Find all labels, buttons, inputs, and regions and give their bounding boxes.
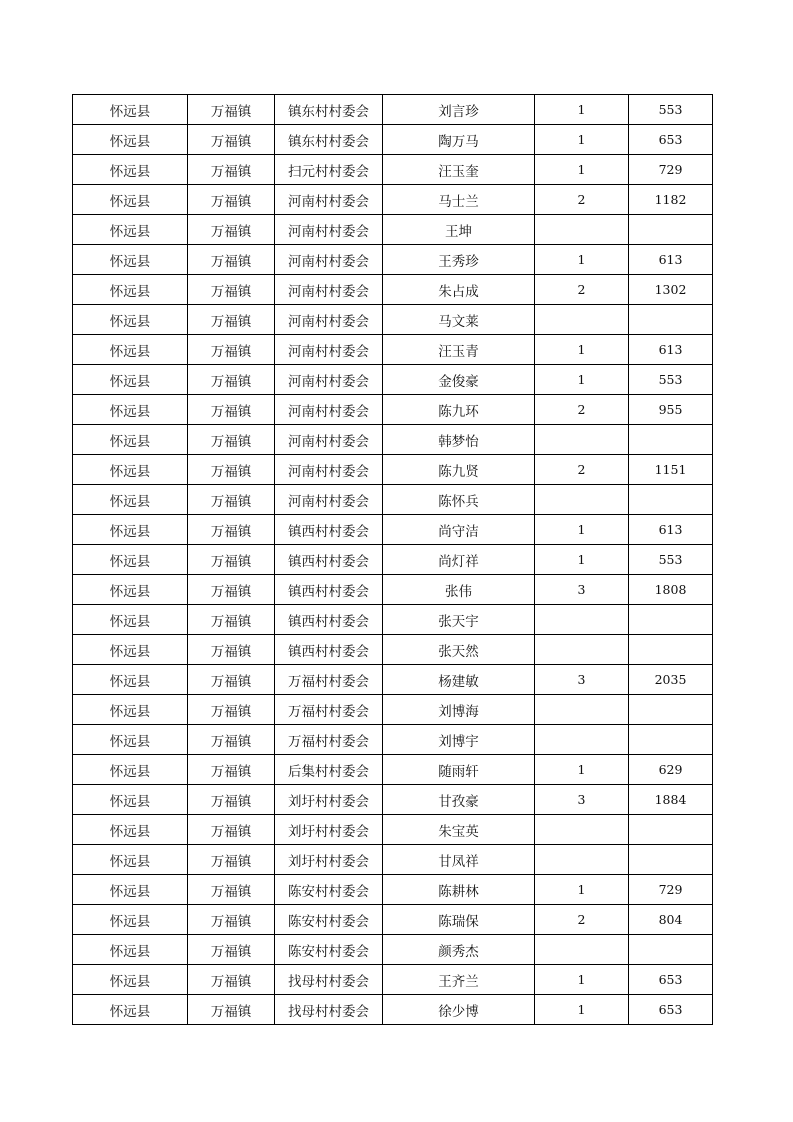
village-cell: 万福村村委会 [275, 725, 383, 755]
table-row [73, 545, 713, 575]
town-cell: 万福镇 [188, 635, 275, 665]
name-cell: 杨建敏 [383, 665, 535, 695]
village-cell: 河南村村委会 [275, 185, 383, 215]
amount-cell: 729 [629, 155, 713, 185]
name-cell: 甘凤祥 [383, 845, 535, 875]
amount-cell: 553 [629, 545, 713, 575]
village-cell: 找母村村委会 [275, 995, 383, 1025]
name-cell: 尚灯祥 [383, 545, 535, 575]
name-cell: 王秀珍 [383, 245, 535, 275]
village-cell: 河南村村委会 [275, 245, 383, 275]
name-cell: 颜秀杰 [383, 935, 535, 965]
table-row [73, 845, 713, 875]
count-cell [535, 815, 629, 845]
county-cell: 怀远县 [73, 995, 188, 1025]
town-cell: 万福镇 [188, 215, 275, 245]
amount-cell [629, 485, 713, 515]
amount-cell [629, 635, 713, 665]
village-cell: 找母村村委会 [275, 965, 383, 995]
amount-cell: 653 [629, 125, 713, 155]
amount-cell: 613 [629, 515, 713, 545]
county-cell: 怀远县 [73, 275, 188, 305]
village-cell: 河南村村委会 [275, 485, 383, 515]
county-cell: 怀远县 [73, 905, 188, 935]
table-row [73, 575, 713, 605]
town-cell: 万福镇 [188, 275, 275, 305]
name-cell: 朱占成 [383, 275, 535, 305]
amount-cell: 629 [629, 755, 713, 785]
village-cell: 河南村村委会 [275, 275, 383, 305]
amount-cell [629, 725, 713, 755]
count-cell: 1 [535, 515, 629, 545]
table-row [73, 305, 713, 335]
table-row [73, 635, 713, 665]
count-cell: 1 [535, 245, 629, 275]
records-table [72, 94, 713, 1025]
village-cell: 后集村村委会 [275, 755, 383, 785]
town-cell: 万福镇 [188, 905, 275, 935]
amount-cell: 2035 [629, 665, 713, 695]
count-cell [535, 935, 629, 965]
village-cell: 镇西村村委会 [275, 515, 383, 545]
village-cell: 河南村村委会 [275, 455, 383, 485]
county-cell: 怀远县 [73, 335, 188, 365]
town-cell: 万福镇 [188, 95, 275, 125]
table-row [73, 905, 713, 935]
county-cell: 怀远县 [73, 935, 188, 965]
name-cell: 徐少博 [383, 995, 535, 1025]
table-row [73, 725, 713, 755]
count-cell [535, 695, 629, 725]
county-cell: 怀远县 [73, 965, 188, 995]
village-cell: 镇东村村委会 [275, 125, 383, 155]
amount-cell: 653 [629, 965, 713, 995]
county-cell: 怀远县 [73, 695, 188, 725]
count-cell: 1 [535, 755, 629, 785]
village-cell: 陈安村村委会 [275, 875, 383, 905]
village-cell: 河南村村委会 [275, 395, 383, 425]
county-cell: 怀远县 [73, 185, 188, 215]
amount-cell: 553 [629, 95, 713, 125]
town-cell: 万福镇 [188, 785, 275, 815]
name-cell: 朱宝英 [383, 815, 535, 845]
count-cell: 1 [535, 875, 629, 905]
town-cell: 万福镇 [188, 245, 275, 275]
town-cell: 万福镇 [188, 815, 275, 845]
name-cell: 张伟 [383, 575, 535, 605]
village-cell: 镇西村村委会 [275, 635, 383, 665]
name-cell: 王齐兰 [383, 965, 535, 995]
town-cell: 万福镇 [188, 575, 275, 605]
county-cell: 怀远县 [73, 815, 188, 845]
village-cell: 河南村村委会 [275, 425, 383, 455]
amount-cell [629, 815, 713, 845]
name-cell: 汪玉青 [383, 335, 535, 365]
count-cell: 3 [535, 665, 629, 695]
name-cell: 刘言珍 [383, 95, 535, 125]
amount-cell [629, 305, 713, 335]
amount-cell: 1808 [629, 575, 713, 605]
count-cell [535, 635, 629, 665]
count-cell: 1 [535, 365, 629, 395]
town-cell: 万福镇 [188, 935, 275, 965]
village-cell: 河南村村委会 [275, 365, 383, 395]
county-cell: 怀远县 [73, 485, 188, 515]
town-cell: 万福镇 [188, 305, 275, 335]
count-cell: 1 [535, 335, 629, 365]
table-row [73, 425, 713, 455]
town-cell: 万福镇 [188, 455, 275, 485]
name-cell: 尚守洁 [383, 515, 535, 545]
village-cell: 镇西村村委会 [275, 575, 383, 605]
amount-cell: 613 [629, 245, 713, 275]
name-cell: 王坤 [383, 215, 535, 245]
count-cell [535, 845, 629, 875]
village-cell: 刘圩村村委会 [275, 815, 383, 845]
table-row [73, 785, 713, 815]
name-cell: 随雨轩 [383, 755, 535, 785]
amount-cell: 1151 [629, 455, 713, 485]
county-cell: 怀远县 [73, 515, 188, 545]
amount-cell [629, 215, 713, 245]
town-cell: 万福镇 [188, 725, 275, 755]
table-row [73, 215, 713, 245]
town-cell: 万福镇 [188, 965, 275, 995]
town-cell: 万福镇 [188, 155, 275, 185]
table-row [73, 365, 713, 395]
county-cell: 怀远县 [73, 95, 188, 125]
name-cell: 金俊豪 [383, 365, 535, 395]
amount-cell: 1884 [629, 785, 713, 815]
village-cell: 镇西村村委会 [275, 545, 383, 575]
name-cell: 陈九贤 [383, 455, 535, 485]
county-cell: 怀远县 [73, 725, 188, 755]
village-cell: 刘圩村村委会 [275, 785, 383, 815]
county-cell: 怀远县 [73, 845, 188, 875]
amount-cell [629, 695, 713, 725]
table-row [73, 935, 713, 965]
name-cell: 刘博海 [383, 695, 535, 725]
name-cell: 陈耕林 [383, 875, 535, 905]
table-row [73, 695, 713, 725]
count-cell [535, 425, 629, 455]
table-row [73, 485, 713, 515]
amount-cell [629, 935, 713, 965]
town-cell: 万福镇 [188, 335, 275, 365]
town-cell: 万福镇 [188, 365, 275, 395]
count-cell: 2 [535, 395, 629, 425]
village-cell: 河南村村委会 [275, 215, 383, 245]
county-cell: 怀远县 [73, 665, 188, 695]
count-cell: 1 [535, 125, 629, 155]
name-cell: 陈瑞保 [383, 905, 535, 935]
county-cell: 怀远县 [73, 305, 188, 335]
county-cell: 怀远县 [73, 425, 188, 455]
count-cell: 1 [535, 995, 629, 1025]
table-row [73, 665, 713, 695]
county-cell: 怀远县 [73, 215, 188, 245]
amount-cell: 1302 [629, 275, 713, 305]
table-row [73, 95, 713, 125]
county-cell: 怀远县 [73, 395, 188, 425]
table-row [73, 155, 713, 185]
amount-cell: 653 [629, 995, 713, 1025]
count-cell [535, 215, 629, 245]
count-cell: 3 [535, 785, 629, 815]
town-cell: 万福镇 [188, 605, 275, 635]
town-cell: 万福镇 [188, 185, 275, 215]
table-row [73, 275, 713, 305]
table-row [73, 815, 713, 845]
amount-cell: 1182 [629, 185, 713, 215]
table-row [73, 605, 713, 635]
count-cell [535, 305, 629, 335]
county-cell: 怀远县 [73, 755, 188, 785]
table-row [73, 455, 713, 485]
village-cell: 刘圩村村委会 [275, 845, 383, 875]
county-cell: 怀远县 [73, 785, 188, 815]
town-cell: 万福镇 [188, 695, 275, 725]
town-cell: 万福镇 [188, 125, 275, 155]
town-cell: 万福镇 [188, 545, 275, 575]
amount-cell [629, 845, 713, 875]
county-cell: 怀远县 [73, 605, 188, 635]
name-cell: 马文莱 [383, 305, 535, 335]
village-cell: 陈安村村委会 [275, 905, 383, 935]
town-cell: 万福镇 [188, 845, 275, 875]
village-cell: 镇西村村委会 [275, 605, 383, 635]
county-cell: 怀远县 [73, 155, 188, 185]
town-cell: 万福镇 [188, 485, 275, 515]
county-cell: 怀远县 [73, 575, 188, 605]
count-cell: 1 [535, 545, 629, 575]
table-row [73, 515, 713, 545]
name-cell: 陈怀兵 [383, 485, 535, 515]
village-cell: 河南村村委会 [275, 335, 383, 365]
table-row [73, 125, 713, 155]
county-cell: 怀远县 [73, 245, 188, 275]
table-row [73, 995, 713, 1025]
county-cell: 怀远县 [73, 365, 188, 395]
count-cell: 1 [535, 965, 629, 995]
village-cell: 万福村村委会 [275, 695, 383, 725]
amount-cell: 955 [629, 395, 713, 425]
table-body [73, 95, 713, 1025]
county-cell: 怀远县 [73, 875, 188, 905]
town-cell: 万福镇 [188, 995, 275, 1025]
county-cell: 怀远县 [73, 545, 188, 575]
town-cell: 万福镇 [188, 755, 275, 785]
count-cell: 1 [535, 155, 629, 185]
name-cell: 马士兰 [383, 185, 535, 215]
count-cell [535, 725, 629, 755]
name-cell: 陶万马 [383, 125, 535, 155]
count-cell: 2 [535, 185, 629, 215]
table-row [73, 965, 713, 995]
table-row [73, 395, 713, 425]
amount-cell [629, 605, 713, 635]
county-cell: 怀远县 [73, 455, 188, 485]
name-cell: 陈九环 [383, 395, 535, 425]
count-cell: 1 [535, 95, 629, 125]
county-cell: 怀远县 [73, 125, 188, 155]
count-cell: 2 [535, 905, 629, 935]
table-row [73, 245, 713, 275]
village-cell: 万福村村委会 [275, 665, 383, 695]
village-cell: 河南村村委会 [275, 305, 383, 335]
village-cell: 陈安村村委会 [275, 935, 383, 965]
name-cell: 汪玉奎 [383, 155, 535, 185]
name-cell: 张天宇 [383, 605, 535, 635]
count-cell [535, 485, 629, 515]
town-cell: 万福镇 [188, 425, 275, 455]
table-row [73, 755, 713, 785]
name-cell: 刘博宇 [383, 725, 535, 755]
count-cell [535, 605, 629, 635]
amount-cell: 804 [629, 905, 713, 935]
count-cell: 2 [535, 455, 629, 485]
county-cell: 怀远县 [73, 635, 188, 665]
amount-cell: 729 [629, 875, 713, 905]
table-row [73, 185, 713, 215]
count-cell: 2 [535, 275, 629, 305]
name-cell: 张天然 [383, 635, 535, 665]
amount-cell [629, 425, 713, 455]
table-row [73, 875, 713, 905]
town-cell: 万福镇 [188, 875, 275, 905]
town-cell: 万福镇 [188, 395, 275, 425]
name-cell: 韩梦怡 [383, 425, 535, 455]
town-cell: 万福镇 [188, 665, 275, 695]
village-cell: 镇东村村委会 [275, 95, 383, 125]
town-cell: 万福镇 [188, 515, 275, 545]
amount-cell: 613 [629, 335, 713, 365]
name-cell: 甘孜豪 [383, 785, 535, 815]
count-cell: 3 [535, 575, 629, 605]
amount-cell: 553 [629, 365, 713, 395]
table-row [73, 335, 713, 365]
village-cell: 扫元村村委会 [275, 155, 383, 185]
